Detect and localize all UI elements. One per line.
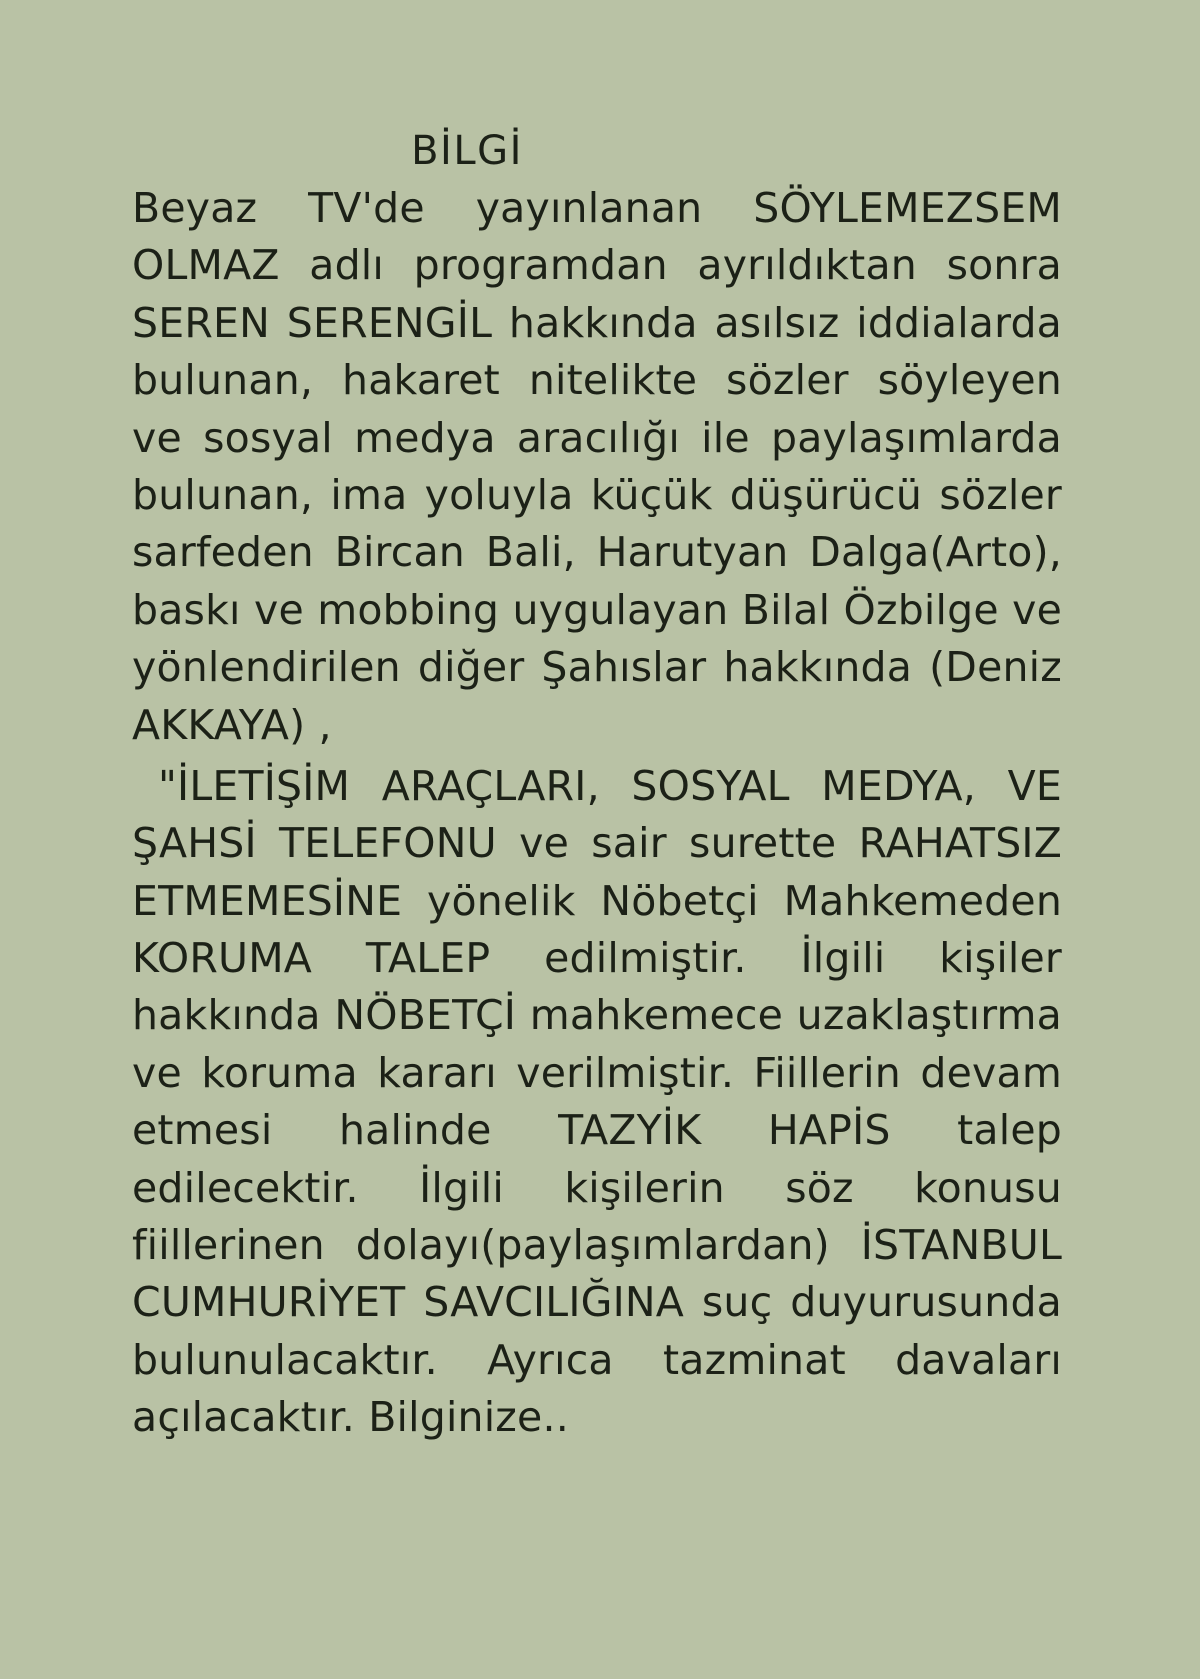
page-title: BİLGİ <box>411 128 523 174</box>
paragraph-1: Beyaz TV'de yayınlanan SÖYLEMEZSEM OLMAZ adlı programdan ayrıldıktan sonra SEREN SERENGİL hakkında asılsız iddialarda bulunan, hakaret nitelikte sözler söyleyen ve sosyal medya aracılığı ile paylaşımlarda bulunan, ima yoluyla küçük düşürücü sözler sarfeden Bircan Bali, Harutyan Dalga(Arto), baskı ve mobbing uygulayan Bilal Özbilge ve yönlendirilen diğer Şahıslar hakkında (Deniz AKKAYA) , <box>132 184 1062 749</box>
document-body <box>132 180 1062 1447</box>
paragraph-2: "İLETİŞİM ARAÇLARI, SOSYAL MEDYA, VE ŞAHSİ TELEFONU ve sair surette RAHATSIZ ETMEMESİNE yönelik Nöbetçi Mahkemeden KORUMA TALEP edilmiştir. İlgili kişiler hakkında NÖBETÇİ mahkemece uzaklaştırma ve koruma kararı verilmiştir. Fiillerin devam etmesi halinde TAZYİK HAPİS talep edilecektir. İlgili kişilerin söz konusu fiillerinen dolayı(paylaşımlardan) İSTANBUL CUMHURİYET SAVCILIĞINA suç duyurusunda bulunulacaktır. Ayrıca tazminat davaları açılacaktır. Bilginize.. <box>132 761 1062 1442</box>
